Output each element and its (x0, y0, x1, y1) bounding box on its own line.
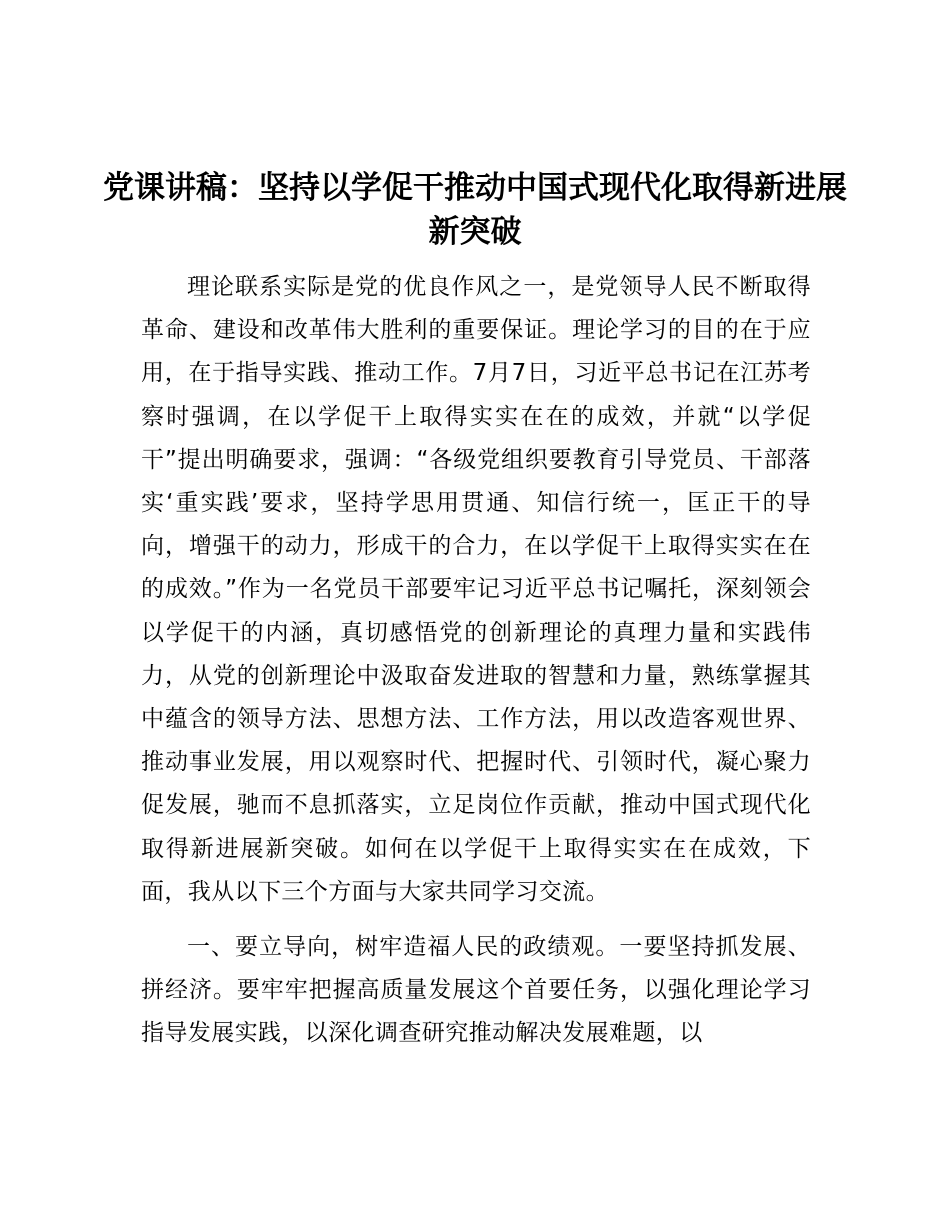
document-body (141, 266, 811, 1056)
document-title: 党课讲稿：坚持以学促干推动中国式现代化取得新进展新突破 (103, 170, 847, 250)
paragraph-intro: 理论联系实际是党的优良作风之一，是党领导人民不断取得革命、建设和改革伟大胜利的重要保证。理论学习的目的在于应用，在于指导实践、推动工作。7月7日，习近平总书记在江苏考察时强调，在以学促干上取得实实在在的成效，并就“以学促干”提出明确要求，强调：“各级党组织要教育引导党员、干部落实‘重实践’要求，坚持学思用贯通、知信行统一，匡正干的导向，增强干的动力，形成干的合力，在以学促干上取得实实在在的成效。”作为一名党员干部要牢记习近平总书记嘱托，深刻领会以学促干的内涵，真切感悟党的创新理论的真理力量和实践伟力，从党的创新理论中汲取奋发进取的智慧和力量，熟练掌握其中蕴含的领导方法、思想方法、工作方法，用以改造客观世界、推动事业发展，用以观察时代、把握时代、引领时代，凝心聚力促发展，驰而不息抓落实，立足岗位作贡献，推动中国式现代化取得新进展新突破。如何在以学促干上取得实实在在成效，下面，我从以下三个方面与大家共同学习交流。 (141, 274, 811, 905)
paragraph-section-one: 一、要立导向，树牢造福人民的政绩观。一要坚持抓发展、拼经济。要牢牢把握高质量发展这个首要任务，以强化理论学习指导发展实践，以深化调查研究推动解决发展难题，以 (141, 934, 811, 1047)
